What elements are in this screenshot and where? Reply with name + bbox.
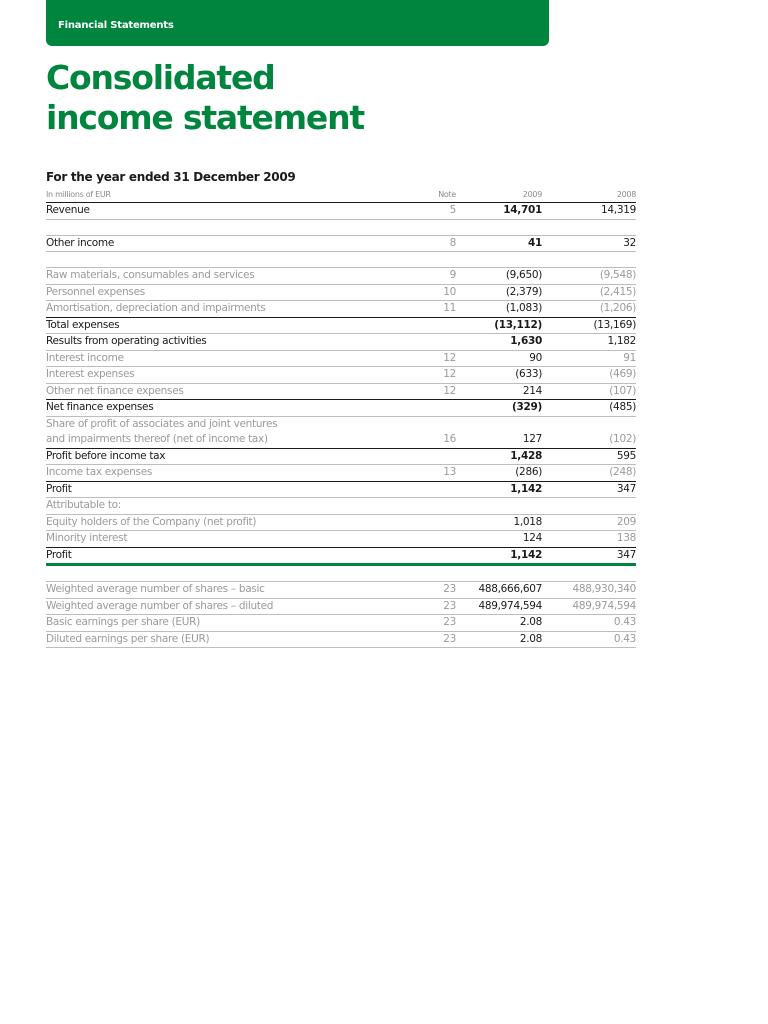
row-note: 23 [416, 598, 456, 615]
row-label: Diluted earnings per share (EUR) [46, 631, 416, 648]
row-value-2009: (286) [456, 465, 546, 482]
section-tab-label: Financial Statements [58, 20, 174, 31]
row-value-2008: (9,548) [546, 268, 636, 285]
row-label: Results from operating activities [46, 334, 416, 351]
row-label: Raw materials, consumables and services [46, 268, 416, 285]
row-value-2009: (9,650) [456, 268, 546, 285]
row-value-2008: 32 [546, 235, 636, 252]
row-note [416, 448, 456, 465]
row-value-2009: 1,630 [456, 334, 546, 351]
row-value-2008: (485) [546, 400, 636, 417]
table-row [46, 465, 636, 482]
row-value-2008 [546, 416, 636, 432]
row-note: 23 [416, 582, 456, 599]
section-tab [46, 0, 549, 46]
row-value-2009: 90 [456, 350, 546, 367]
row-note [416, 317, 456, 334]
row-note [416, 400, 456, 417]
year-2008-column-header: 2008 [616, 190, 636, 199]
row-value-2009: 124 [456, 531, 546, 548]
row-label: Interest income [46, 350, 416, 367]
row-value-2008: (2,415) [546, 284, 636, 301]
row-value-2009: (13,112) [456, 317, 546, 334]
table-row [46, 531, 636, 548]
row-note: 23 [416, 631, 456, 648]
row-label: Total expenses [46, 317, 416, 334]
row-label: and impairments thereof (net of income tax) [46, 433, 268, 446]
table-row [46, 268, 636, 285]
income-statement-table [46, 188, 636, 648]
row-value-2008: 0.43 [546, 631, 636, 648]
table-row [46, 615, 636, 632]
row-value-2008: 138 [546, 531, 636, 548]
row-spacer [46, 565, 636, 582]
row-value-2008: (107) [546, 383, 636, 400]
table-row [46, 416, 636, 432]
table-row [46, 350, 636, 367]
table-row [46, 432, 636, 448]
row-note [416, 481, 456, 498]
row-value-2008: 347 [546, 481, 636, 498]
table-row-total [46, 317, 636, 334]
row-spacer [46, 252, 636, 268]
row-value-2009: 1,142 [456, 547, 546, 565]
row-note: 5 [416, 203, 456, 220]
row-label: Other income [46, 235, 416, 252]
row-note: 12 [416, 350, 456, 367]
row-note: 10 [416, 284, 456, 301]
row-note: 16 [443, 433, 456, 446]
row-note [416, 514, 456, 531]
row-note [416, 547, 456, 565]
period-subtitle: For the year ended 31 December 2009 [46, 170, 296, 184]
row-label: Minority interest [46, 531, 416, 548]
row-value-2009: (2,379) [456, 284, 546, 301]
row-label: Other net finance expenses [46, 383, 416, 400]
row-note [416, 498, 456, 515]
row-label: Equity holders of the Company (net profit) [46, 514, 416, 531]
row-value-2009: 2.08 [456, 615, 546, 632]
row-note [416, 334, 456, 351]
row-value-2009: 41 [456, 235, 546, 252]
table-row [46, 284, 636, 301]
year-2009-column-header: 2009 [522, 190, 542, 199]
row-label: Share of profit of associates and joint ventures [46, 416, 416, 432]
row-value-2008: (13,169) [546, 317, 636, 334]
table-header-row [46, 188, 636, 203]
row-note: 11 [416, 301, 456, 318]
row-value-2008: 0.43 [546, 615, 636, 632]
row-value-2008: 14,319 [546, 203, 636, 220]
row-label: Interest expenses [46, 367, 416, 384]
row-value-2009: (633) [456, 367, 546, 384]
row-label: Weighted average number of shares – diluted [46, 598, 416, 615]
table-row [46, 383, 636, 400]
row-value-2009: 489,974,594 [456, 598, 546, 615]
table-row-total [46, 547, 636, 565]
row-value-2009 [456, 498, 546, 515]
table-row [46, 598, 636, 615]
row-value-2008 [546, 498, 636, 515]
table-row [46, 301, 636, 318]
row-value-2008: 488,930,340 [546, 582, 636, 599]
row-note: 12 [416, 383, 456, 400]
page-title-line-1: Consolidated [46, 58, 275, 97]
page-title [46, 58, 364, 138]
note-column-header: Note [438, 190, 456, 199]
table-row [46, 367, 636, 384]
table-row [46, 514, 636, 531]
table-row-total [46, 481, 636, 498]
row-value-2009: 488,666,607 [456, 582, 546, 599]
row-value-2009: (1,083) [456, 301, 546, 318]
row-note: 13 [416, 465, 456, 482]
row-note: 12 [416, 367, 456, 384]
row-value-2008: 1,182 [546, 334, 636, 351]
row-value-2008: 347 [546, 547, 636, 565]
row-value-2008: 489,974,594 [546, 598, 636, 615]
table-row [46, 498, 636, 515]
row-value-2008: (1,206) [546, 301, 636, 318]
row-value-2009: 1,018 [456, 514, 546, 531]
row-label: Income tax expenses [46, 465, 416, 482]
table-row [46, 203, 636, 220]
row-value-2009: 14,701 [456, 203, 546, 220]
row-label: Profit [46, 481, 416, 498]
row-value-2008: (469) [546, 367, 636, 384]
row-note [416, 416, 456, 432]
row-label: Basic earnings per share (EUR) [46, 615, 416, 632]
table-row [46, 235, 636, 252]
table-row-total [46, 448, 636, 465]
row-label: Amortisation, depreciation and impairments [46, 301, 416, 318]
row-value-2009: 214 [456, 383, 546, 400]
row-value-2008: 91 [546, 350, 636, 367]
row-label: Personnel expenses [46, 284, 416, 301]
row-value-2009: 1,428 [456, 448, 546, 465]
row-spacer [46, 219, 636, 235]
row-label: Attributable to: [46, 498, 416, 515]
row-value-2008: 595 [546, 448, 636, 465]
table-row-total [46, 334, 636, 351]
row-value-2009: 2.08 [456, 631, 546, 648]
units-label: In millions of EUR [46, 190, 111, 199]
row-note: 8 [416, 235, 456, 252]
row-value-2009 [456, 416, 546, 432]
row-value-2008: (102) [609, 433, 636, 446]
row-note: 23 [416, 615, 456, 632]
row-label: Net finance expenses [46, 400, 416, 417]
row-note [416, 531, 456, 548]
page-title-line-2: income statement [46, 98, 364, 137]
row-note: 9 [416, 268, 456, 285]
row-label: Profit before income tax [46, 448, 416, 465]
row-value-2009: 127 [522, 433, 542, 446]
row-label: Profit [46, 547, 416, 565]
row-value-2009: (329) [456, 400, 546, 417]
table-row-total [46, 400, 636, 417]
row-value-2008: (248) [546, 465, 636, 482]
row-label: Weighted average number of shares – basic [46, 582, 416, 599]
row-value-2008: 209 [546, 514, 636, 531]
row-value-2009: 1,142 [456, 481, 546, 498]
table-row [46, 631, 636, 648]
row-label: Revenue [46, 203, 416, 220]
table-row [46, 582, 636, 599]
